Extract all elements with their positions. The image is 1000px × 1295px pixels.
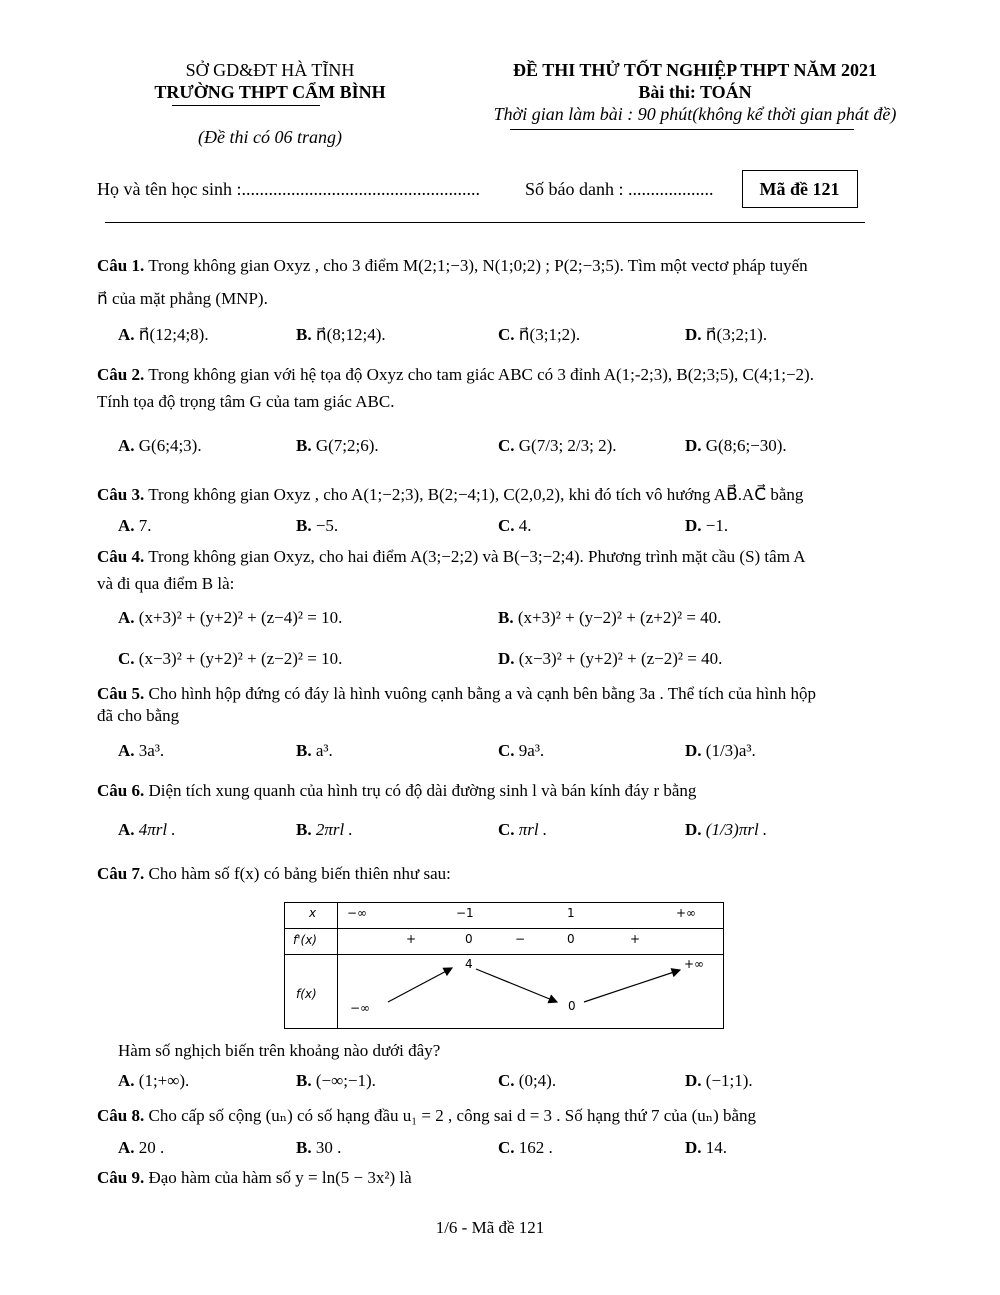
question-number: Câu 7. <box>97 864 145 883</box>
option-text: n⃗(3;2;1). <box>705 325 768 344</box>
q7-option-c[interactable] <box>498 1071 556 1091</box>
option-text: n⃗(8;12;4). <box>315 325 386 344</box>
q8-option-c[interactable] <box>498 1138 553 1158</box>
option-text: n⃗(12;4;8). <box>138 325 209 344</box>
option-label: D. <box>685 820 702 839</box>
option-text: 7. <box>138 516 152 535</box>
sign: + <box>406 932 417 946</box>
x-value: −∞ <box>347 906 368 920</box>
option-text: (x+3)² + (y+2)² + (z−4)² = 10. <box>138 608 343 627</box>
question-7-prompt: Hàm số nghịch biến trên khoảng nào dưới đây? <box>118 1041 441 1060</box>
option-label: D. <box>685 325 702 344</box>
sign: + <box>630 932 641 946</box>
f-value: −∞ <box>350 1001 371 1015</box>
option-label: A. <box>118 436 135 455</box>
page-footer: 1/6 - Mã đề 121 <box>435 1218 545 1237</box>
option-label: A. <box>118 1071 135 1090</box>
question-8 <box>97 1106 756 1126</box>
option-text: (−∞;−1). <box>315 1071 376 1090</box>
q8-option-a[interactable] <box>118 1138 164 1158</box>
option-label: B. <box>296 436 312 455</box>
option-text: (x−3)² + (y+2)² + (z−2)² = 10. <box>138 649 343 668</box>
sign: 0 <box>465 932 473 946</box>
option-label: C. <box>498 436 515 455</box>
option-text: (x+3)² + (y−2)² + (z+2)² = 40. <box>517 608 722 627</box>
option-text: 20 . <box>138 1138 165 1157</box>
time-note: Thời gian làm bài : 90 phút(không kể thời gian phát đề) <box>493 104 897 124</box>
f-value: 0 <box>568 999 576 1013</box>
option-label: C. <box>498 1138 515 1157</box>
option-label: A. <box>118 325 135 344</box>
option-text: G(6;4;3). <box>138 436 202 455</box>
question-number: Câu 8. <box>97 1106 145 1125</box>
row-label-x: x <box>309 906 317 920</box>
question-number: Câu 1. <box>97 256 145 275</box>
f-value: +∞ <box>684 957 705 971</box>
question-text: Diện tích xung quanh của hình trụ có độ dài đường sinh l và bán kính đáy r bằng <box>148 781 697 800</box>
question-text: Cho hàm số f(x) có bảng biến thiên như sau: <box>148 864 451 883</box>
option-text: (x−3)² + (y+2)² + (z−2)² = 40. <box>518 649 723 668</box>
option-label: C. <box>498 1071 515 1090</box>
option-label: B. <box>498 608 514 627</box>
school-name: TRƯỜNG THPT CẨM BÌNH <box>154 82 386 102</box>
option-label: D. <box>685 516 702 535</box>
question-text: Trong không gian Oxyz , cho 3 điểm M(2;1;−3), N(1;0;2) ; P(2;−3;5). Tìm một vectơ pháp tuyến <box>148 256 808 275</box>
option-label: D. <box>685 436 702 455</box>
question-text: Trong không gian Oxyz, cho hai điểm A(3;−2;2) và B(−3;−2;4). Phương trình mặt cầu (S) tâm A <box>148 547 806 566</box>
option-label: B. <box>296 516 312 535</box>
question-text: Trong không gian Oxyz , cho A(1;−2;3), B(2;−4;1), C(2,0,2), khi đó tích vô hướng AB⃗.AC⃗ bằng <box>148 485 804 504</box>
question-4-line-2: và đi qua điểm B là: <box>97 574 235 593</box>
option-label: D. <box>498 649 515 668</box>
option-text: 3a³. <box>138 741 165 760</box>
arrow-down-icon <box>476 969 557 1002</box>
option-label: B. <box>296 820 312 839</box>
option-text: G(8;6;−30). <box>705 436 787 455</box>
option-label: A. <box>118 1138 135 1157</box>
question-number: Câu 5. <box>97 684 145 703</box>
option-label: D. <box>685 741 702 760</box>
q7-option-b[interactable] <box>296 1071 376 1091</box>
exam-code: Mã đề 121 <box>759 179 840 199</box>
option-label: B. <box>296 325 312 344</box>
question-number: Câu 2. <box>97 365 145 384</box>
question-2-line-2: Tính tọa độ trọng tâm G của tam giác ABC. <box>97 392 395 411</box>
option-text: G(7;2;6). <box>315 436 379 455</box>
student-id-field: Số báo danh : ................... <box>525 179 714 199</box>
row-label-f: f(x) <box>296 987 317 1001</box>
option-label: C. <box>118 649 135 668</box>
option-text: (1/3)a³. <box>705 741 756 760</box>
row-label-fprime: f'(x) <box>293 933 317 947</box>
x-value: −1 <box>456 906 474 920</box>
option-label: A. <box>118 820 135 839</box>
question-text: Cho hình hộp đứng có đáy là hình vuông cạnh bằng a và cạnh bên bằng 3a . Thể tích của hình hộp <box>148 684 816 703</box>
option-text: (−1;1). <box>705 1071 753 1090</box>
question-1-line-2: n⃗ của mặt phẳng (MNP). <box>97 289 268 308</box>
question-number: Câu 9. <box>97 1168 145 1187</box>
option-text: 14. <box>705 1138 728 1157</box>
sign: 0 <box>567 932 575 946</box>
option-text: (1;+∞). <box>138 1071 190 1090</box>
x-value: 1 <box>567 906 575 920</box>
option-label: C. <box>498 325 515 344</box>
option-text: −5. <box>315 516 339 535</box>
option-text: (1/3)πrl . <box>705 820 768 839</box>
option-label: D. <box>685 1138 702 1157</box>
option-label: B. <box>296 1138 312 1157</box>
option-label: C. <box>498 516 515 535</box>
q8-option-b[interactable] <box>296 1138 341 1158</box>
option-text: 2πrl . <box>315 820 353 839</box>
question-5-line-2: đã cho bằng <box>97 706 180 725</box>
pages-note: (Đề thi có 06 trang) <box>198 127 342 147</box>
arrow-up-icon <box>584 970 680 1002</box>
q8-option-d[interactable] <box>685 1138 727 1158</box>
option-text: 4πrl . <box>138 820 176 839</box>
sign: − <box>515 932 526 946</box>
arrow-up-icon <box>388 968 452 1002</box>
option-label: A. <box>118 741 135 760</box>
exam-title: ĐỀ THI THỬ TỐT NGHIỆP THPT NĂM 2021 <box>513 60 877 80</box>
option-label: A. <box>118 608 135 627</box>
question-text: Đạo hàm của hàm số y = ln(5 − 3x²) là <box>148 1168 412 1187</box>
question-text: Trong không gian với hệ tọa độ Oxyz cho tam giác ABC có 3 đỉnh A(1;-2;3), B(2;3;5), C(4;1;−2). <box>148 365 814 384</box>
subject: Bài thi: TOÁN <box>638 82 752 102</box>
option-label: C. <box>498 741 515 760</box>
q7-option-a[interactable] <box>118 1071 189 1091</box>
option-label: C. <box>498 820 515 839</box>
option-text: (0;4). <box>518 1071 557 1090</box>
question-number: Câu 3. <box>97 485 145 504</box>
option-text: 9a³. <box>518 741 545 760</box>
option-text: a³. <box>315 741 333 760</box>
f-value: 4 <box>465 957 473 971</box>
option-label: A. <box>118 516 135 535</box>
option-text: 4. <box>518 516 532 535</box>
option-text: −1. <box>705 516 729 535</box>
option-text: πrl . <box>518 820 548 839</box>
option-text: 30 . <box>315 1138 342 1157</box>
option-text: 162 . <box>518 1138 553 1157</box>
student-name-field: Họ và tên học sinh :..................................................... <box>97 179 480 199</box>
dept-name: SỞ GD&ĐT HÀ TĨNH <box>185 60 355 80</box>
option-text: n⃗(3;1;2). <box>518 325 581 344</box>
option-label: B. <box>296 1071 312 1090</box>
option-label: B. <box>296 741 312 760</box>
option-label: D. <box>685 1071 702 1090</box>
q7-option-d[interactable] <box>685 1071 753 1091</box>
x-value: +∞ <box>676 906 697 920</box>
question-number: Câu 4. <box>97 547 145 566</box>
option-text: G(7/3; 2/3; 2). <box>518 436 617 455</box>
question-number: Câu 6. <box>97 781 145 800</box>
question-text: Cho cấp số cộng (uₙ) có số hạng đầu u₁ = 2 , công sai d = 3 . Số hạng thứ 7 của (uₙ) bằng <box>148 1106 757 1125</box>
question-9 <box>97 1168 412 1188</box>
